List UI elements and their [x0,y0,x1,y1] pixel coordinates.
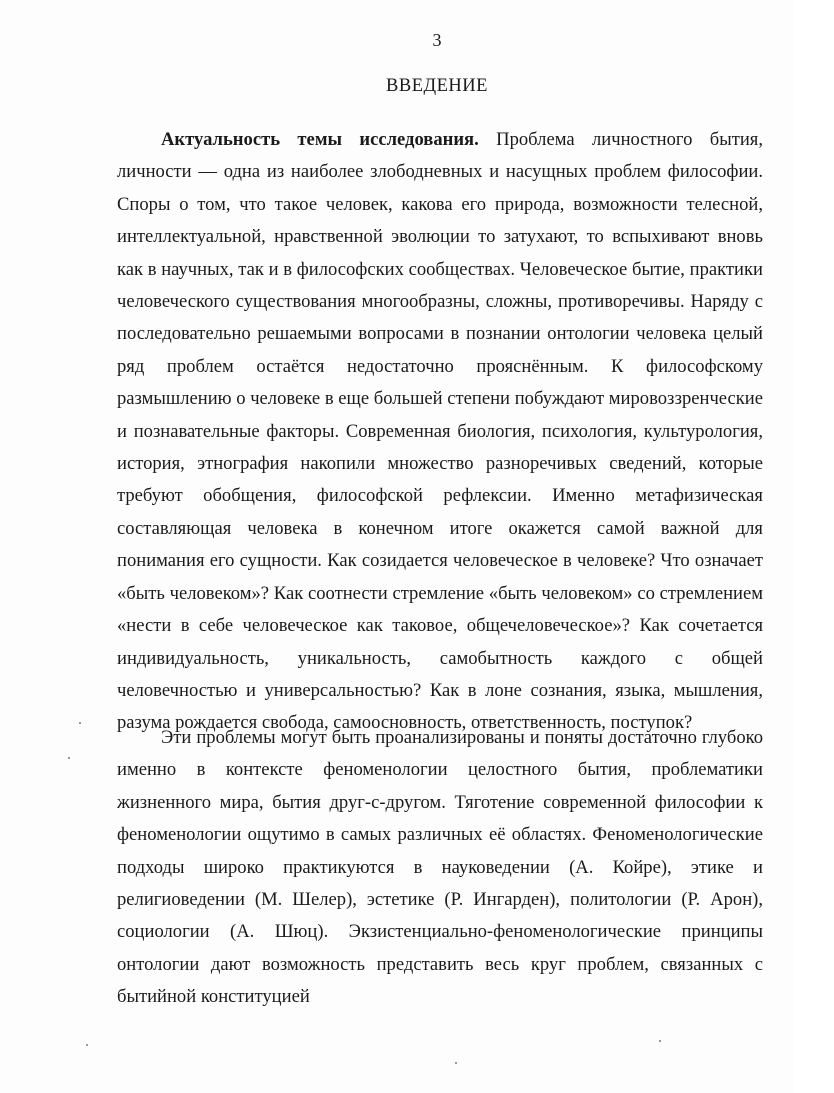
scan-speck [68,757,70,759]
scan-speck [659,1040,661,1042]
scan-speck [455,1062,457,1064]
section-title: ВВЕДЕНИЕ [386,76,488,96]
paragraph-text: Проблема личностного бытия, личности — одна из наиболее злободневных и насущных проблем философии. Споры о том, что такое человек, какова его природа, возможности телесной, интеллектуальной, нравственной эволюции то затухают, то вспыхивают вновь как в научных, так и в философских сообществах. Человеческое бытие, практики человеческого существования многообразны, сложны, противоречивы. Наряду с последовательно решаемыми вопросами в познании онтологии человека целый ряд проблем остаётся недостаточно прояснённым. К философскому размышлению о человеке в еще большей степени побуждают мировоззренческие и познавательные факторы. Современная биология, психология, культурология, история, этнография накопили множество разноречивых сведений, которые требуют обобщения, философской рефлексии. Именно метафизическая составляющая человека в конечном итоге окажется самой важной для понимания его сущности. Как созидается человеческое в человеке? Что означает «быть человеком»? Как соотнести стремление «быть человеком» со стремлением «нести в себе человеческое как таковое, общечеловеческое»? Как сочетается индивидуальность, уникальность, самобытность каждого с общей человечностью и универсальностью? Как в лоне сознания, языка, мышления, разума рождается свобода, самоосновность, ответственность, поступок? [117,129,763,734]
page-number: 3 [432,30,442,50]
paragraph-lead: Актуальность темы исследования. [161,129,479,150]
scan-speck [79,722,81,724]
paragraph-relevance [117,124,763,734]
scan-speck [86,1044,88,1046]
paragraph-text: Эти проблемы могут быть проанализированы и поняты достаточно глубоко именно в контексте феноменологии целостного бытия, проблематики жизненного мира, бытия друг-с-другом. Тяготение современной философии к феноменологии ощутимо в самых различных её областях. Феноменологические подходы широко практикуются в науковедении (А. Койре), этике и религиоведении (М. Шелер), эстетике (Р. Ингарден), политологии (Р. Арон), социологии (А. Шюц). Экзистенциально-феноменологические принципы онтологии дают возможность представить весь круг проблем, связанных с бытийной конституцией [117,727,763,1008]
paragraph-phenomenology [117,722,763,1008]
